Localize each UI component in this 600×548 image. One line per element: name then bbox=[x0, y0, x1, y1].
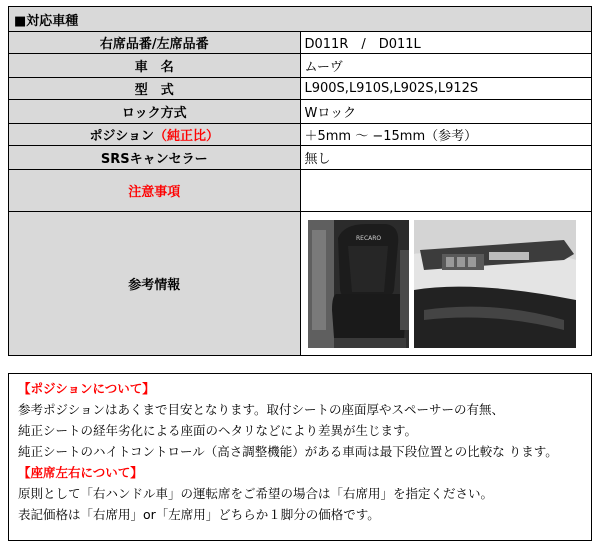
row-value: L900S,L910S,L902S,L912S bbox=[300, 78, 592, 100]
row-value: ムーヴ bbox=[300, 54, 592, 78]
row-label: 型 式 bbox=[9, 78, 301, 100]
position-note-line: 参考ポジションはあくまで目安となります。取付シートの座面厚やスペーサーの有無、 bbox=[18, 402, 504, 417]
spec-table bbox=[8, 6, 592, 356]
notes-section bbox=[8, 373, 592, 541]
row-value bbox=[300, 170, 592, 212]
position-note-line: 純正シートの経年劣化による座面のヘタリなどにより差異が生じます。 bbox=[18, 423, 418, 438]
table-row bbox=[9, 32, 592, 54]
row-label: ロック方式 bbox=[9, 100, 301, 124]
position-note-line: 純正シートのハイトコントロール（高さ調整機能）がある車両は最下段位置との比較な ります。 bbox=[18, 444, 558, 459]
position-notes-heading: 【ポジションについて】 bbox=[18, 381, 155, 396]
row-value: Wロック bbox=[300, 100, 592, 124]
door-panel-photo bbox=[414, 220, 576, 348]
row-label: 車 名 bbox=[9, 54, 301, 78]
table-row bbox=[9, 170, 592, 212]
row-value: 無し bbox=[300, 146, 592, 170]
row-label bbox=[9, 124, 301, 146]
table-header: ■対応車種 bbox=[9, 7, 592, 32]
table-row bbox=[9, 212, 592, 356]
side-notes-heading: 【座席左右について】 bbox=[18, 465, 143, 480]
side-note-line: 表記価格は「右席用」or「左席用」どちらか１脚分の価格です。 bbox=[18, 507, 380, 522]
table-row bbox=[9, 100, 592, 124]
row-label: SRSキャンセラー bbox=[9, 146, 301, 170]
row-value: ＋5mm 〜 −15mm（参考） bbox=[300, 124, 592, 146]
table-row bbox=[9, 124, 592, 146]
table-row bbox=[9, 78, 592, 100]
side-note-line: 原則として「右ハンドル車」の運転席をご希望の場合は「右席用」を指定ください。 bbox=[18, 486, 494, 501]
row-value: D011R / D011L bbox=[300, 32, 592, 54]
position-sublabel: （純正比） bbox=[153, 129, 219, 144]
seat-photo bbox=[308, 220, 409, 348]
seat-brand-text: RECARO bbox=[355, 235, 381, 242]
position-label: ポジション bbox=[89, 129, 154, 144]
row-label: 右席品番/左席品番 bbox=[9, 32, 301, 54]
table-row bbox=[9, 54, 592, 78]
photo-cell bbox=[300, 212, 592, 356]
row-label: 参考情報 bbox=[9, 212, 301, 356]
row-label: 注意事項 bbox=[9, 170, 301, 212]
table-row bbox=[9, 146, 592, 170]
